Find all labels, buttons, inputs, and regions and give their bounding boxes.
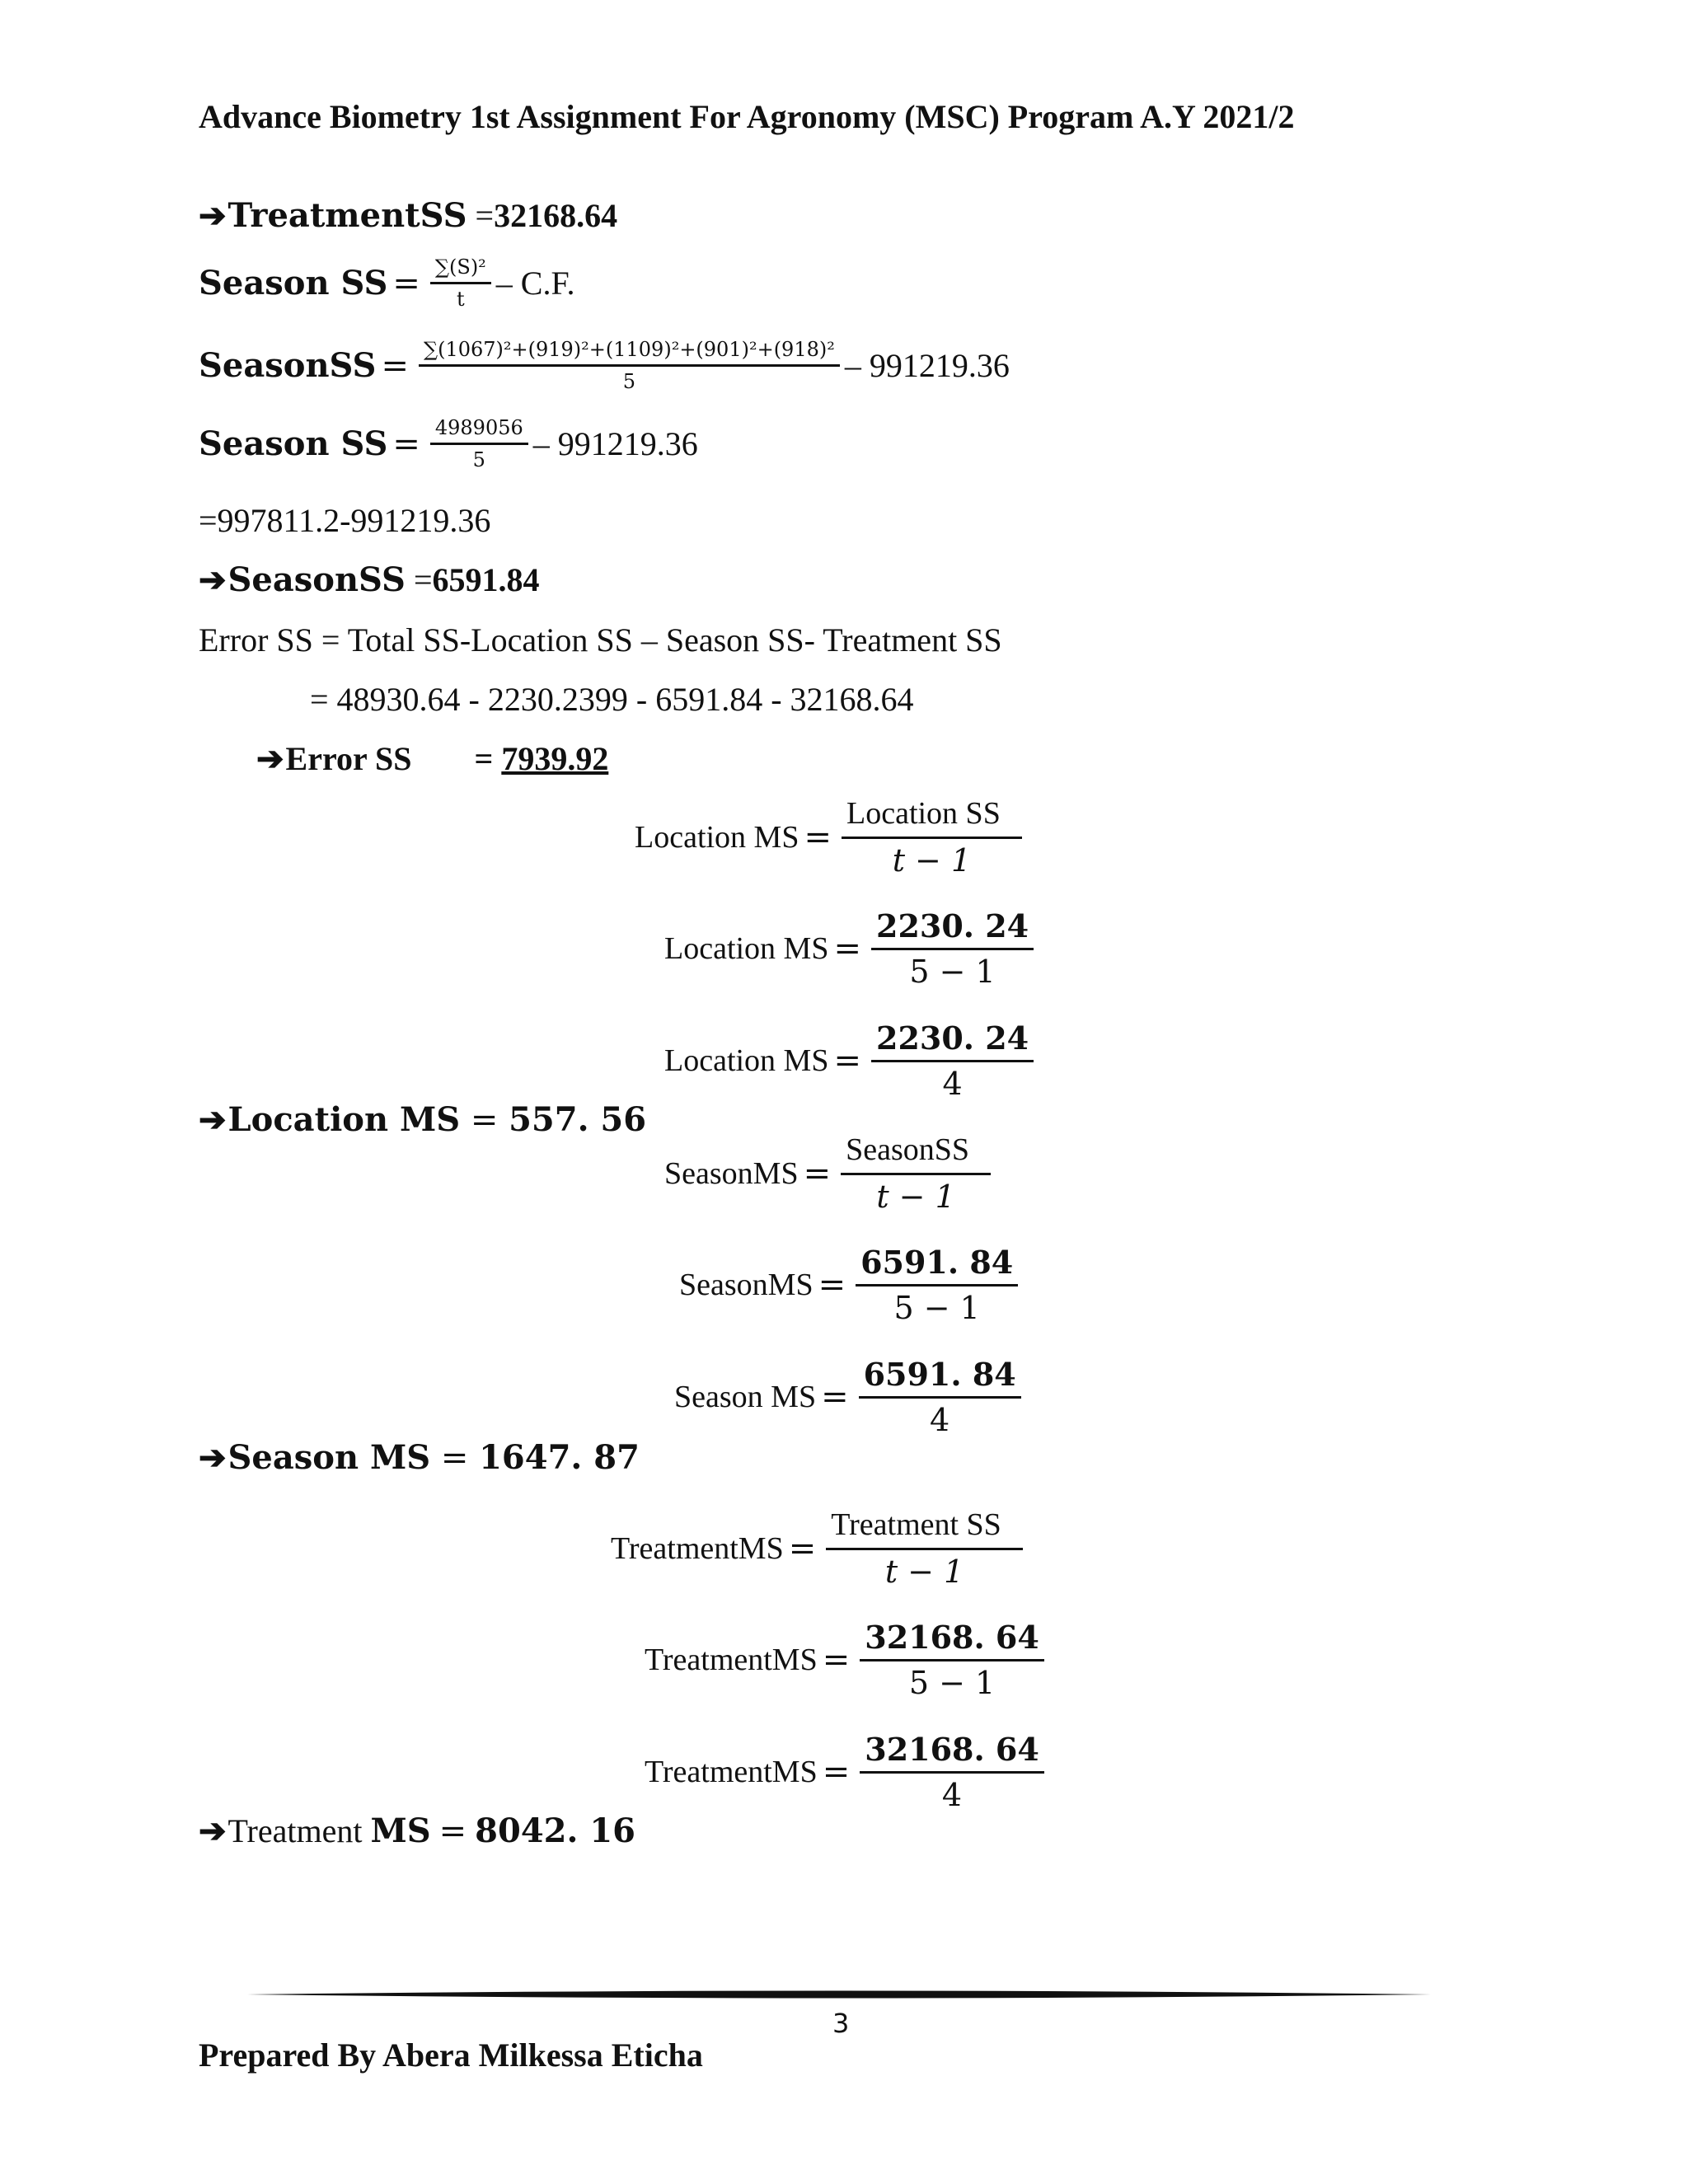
arrow-icon: ➔ bbox=[199, 196, 227, 235]
result-label: Location MS bbox=[227, 1100, 461, 1139]
error-ss-definition: Error SS = Total SS-Location SS – Season SS- Treatment SS bbox=[199, 621, 1002, 658]
denominator: 4 bbox=[941, 1777, 963, 1813]
equals-sign: = bbox=[381, 346, 409, 385]
footer-divider bbox=[247, 1989, 1431, 2000]
season-ss-difference: =997811.2-991219.36 bbox=[199, 502, 491, 539]
numerator: 6591. 84 bbox=[859, 1356, 1021, 1399]
arrow-icon: ➔ bbox=[199, 1811, 227, 1850]
equation-lhs: Location MS bbox=[664, 1043, 829, 1078]
denominator: t bbox=[457, 288, 465, 311]
numerator: 32168. 64 bbox=[860, 1619, 1044, 1661]
season-ss-substitution bbox=[199, 338, 1010, 393]
fraction bbox=[860, 1619, 1044, 1701]
arrow-icon: ➔ bbox=[199, 1100, 227, 1139]
fraction bbox=[841, 1132, 991, 1215]
page-header: Advance Biometry 1st Assignment For Agronomy (MSC) Program A.Y 2021/2 bbox=[199, 98, 1295, 135]
formula-tail: – 991219.36 bbox=[532, 425, 698, 462]
denominator: 5 bbox=[622, 370, 636, 393]
page-number: 3 bbox=[832, 2008, 850, 2039]
equals-sign: = bbox=[804, 818, 832, 856]
location-ms-result bbox=[199, 1100, 646, 1139]
equals-sign: = bbox=[440, 1439, 469, 1477]
season-ss-formula bbox=[199, 255, 575, 311]
numerator: 32168. 64 bbox=[860, 1731, 1044, 1774]
denominator: 5 − 1 bbox=[909, 954, 996, 990]
treatment-ss-result bbox=[199, 196, 617, 235]
numerator: 2230. 24 bbox=[871, 907, 1034, 950]
numerator: Location SS bbox=[842, 795, 1022, 839]
location-ms-equation-2 bbox=[664, 907, 1039, 990]
equals-sign: = bbox=[438, 1812, 467, 1850]
season-ms-equation-3 bbox=[674, 1356, 1026, 1438]
numerator: 4989056 bbox=[430, 416, 528, 445]
numerator: 2230. 24 bbox=[871, 1019, 1034, 1062]
error-ss-result bbox=[256, 739, 608, 778]
fraction bbox=[859, 1356, 1021, 1438]
formula-tail: – C.F. bbox=[495, 265, 575, 302]
arrow-icon: ➔ bbox=[199, 1438, 227, 1477]
result-label: Season MS bbox=[227, 1438, 431, 1477]
season-ms-equation-1 bbox=[664, 1132, 996, 1215]
denominator: 4 bbox=[942, 1066, 963, 1102]
numerator: SeasonSS bbox=[841, 1132, 991, 1175]
equation-lhs: TreatmentMS bbox=[611, 1530, 784, 1566]
season-ms-equation-2 bbox=[679, 1244, 1023, 1326]
season-ms-result bbox=[199, 1438, 640, 1477]
fraction bbox=[856, 1244, 1018, 1326]
equation-lhs: TreatmentMS bbox=[645, 1755, 818, 1789]
result-label: Error SS bbox=[285, 740, 412, 777]
result-value: 7939.92 bbox=[501, 740, 609, 777]
footer-author: Prepared By Abera Milkessa Eticha bbox=[199, 2036, 703, 2074]
fraction bbox=[842, 795, 1022, 879]
formula-lhs: Season SS bbox=[199, 424, 388, 463]
equals-sign: = bbox=[821, 1378, 849, 1416]
denominator: t − 1 bbox=[876, 1179, 955, 1215]
equation-lhs: Location MS bbox=[664, 931, 829, 966]
denominator: t − 1 bbox=[892, 842, 972, 879]
equals-sign: = bbox=[822, 1753, 851, 1791]
equals-sign: = bbox=[392, 424, 420, 463]
season-ss-sum bbox=[199, 416, 698, 471]
result-value: 557. 56 bbox=[509, 1100, 647, 1139]
denominator: 5 bbox=[472, 448, 485, 471]
denominator: 5 − 1 bbox=[908, 1665, 996, 1701]
result-value: 32168.64 bbox=[494, 197, 618, 234]
error-ss-substitution: = 48930.64 - 2230.2399 - 6591.84 - 32168.64 bbox=[310, 681, 914, 718]
formula-lhs: Season SS bbox=[199, 264, 388, 302]
fraction bbox=[430, 255, 491, 311]
denominator: t − 1 bbox=[884, 1554, 964, 1590]
numerator: ∑(S)² bbox=[430, 255, 491, 284]
equation-lhs: TreatmentMS bbox=[645, 1643, 818, 1677]
location-ms-equation-1 bbox=[635, 795, 1027, 879]
fraction bbox=[871, 1019, 1034, 1102]
fraction bbox=[871, 907, 1034, 990]
arrow-icon: ➔ bbox=[256, 739, 284, 778]
season-ss-result bbox=[199, 560, 540, 599]
treatment-ms-equation-3 bbox=[645, 1731, 1049, 1813]
treatment-ms-result bbox=[199, 1811, 635, 1850]
equation-lhs: SeasonMS bbox=[679, 1268, 814, 1302]
formula-lhs: SeasonSS bbox=[199, 346, 377, 385]
result-label-bold: MS bbox=[370, 1811, 431, 1850]
result-value: 8042. 16 bbox=[475, 1811, 635, 1850]
treatment-ms-equation-1 bbox=[611, 1507, 1028, 1590]
equals-sign: = bbox=[470, 1101, 499, 1139]
fraction bbox=[860, 1731, 1044, 1813]
fraction bbox=[419, 338, 840, 393]
result-label: SeasonSS bbox=[227, 560, 406, 599]
fraction bbox=[826, 1507, 1023, 1590]
fraction bbox=[430, 416, 528, 471]
treatment-ms-equation-2 bbox=[645, 1619, 1049, 1701]
equation-lhs: Location MS bbox=[635, 819, 799, 855]
equals-sign: = bbox=[392, 264, 420, 302]
equals-sign: = bbox=[405, 561, 433, 598]
denominator: 5 − 1 bbox=[893, 1290, 980, 1326]
numerator: Treatment SS bbox=[826, 1507, 1023, 1550]
equals-sign: = bbox=[467, 197, 495, 234]
equation-lhs: Season MS bbox=[674, 1380, 817, 1414]
result-label: Treatment bbox=[227, 1812, 363, 1849]
result-value: 6591.84 bbox=[432, 561, 540, 598]
equation-lhs: SeasonMS bbox=[664, 1155, 799, 1191]
equals-sign: = bbox=[833, 1042, 861, 1080]
result-value: 1647. 87 bbox=[479, 1438, 640, 1477]
equals-sign: = bbox=[822, 1641, 851, 1679]
equals-sign: = bbox=[833, 930, 861, 968]
equals-sign: = bbox=[803, 1154, 832, 1193]
arrow-icon: ➔ bbox=[199, 560, 227, 599]
numerator: 6591. 84 bbox=[856, 1244, 1018, 1286]
denominator: 4 bbox=[930, 1402, 950, 1438]
formula-tail: – 991219.36 bbox=[844, 347, 1010, 384]
location-ms-equation-3 bbox=[664, 1019, 1039, 1102]
equals-sign: = bbox=[474, 740, 502, 777]
equals-sign: = bbox=[818, 1266, 846, 1304]
result-label: TreatmentSS bbox=[227, 196, 467, 235]
numerator: ∑(1067)²+(919)²+(1109)²+(901)²+(918)² bbox=[419, 338, 840, 367]
equals-sign: = bbox=[788, 1529, 817, 1568]
